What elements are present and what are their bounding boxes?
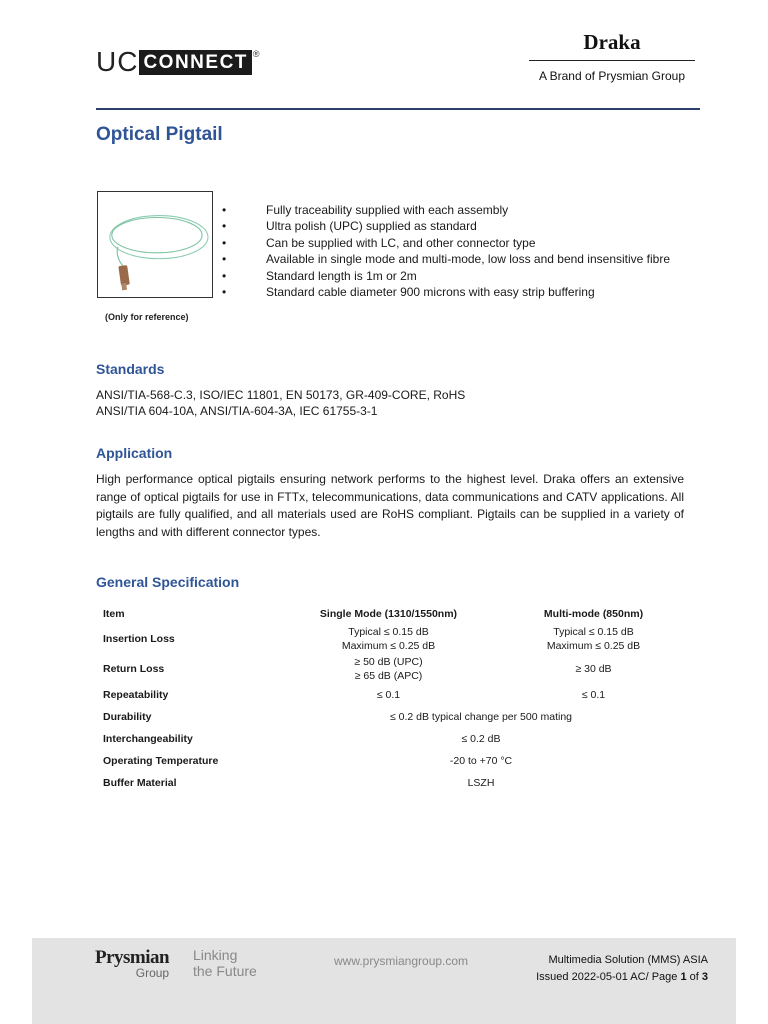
table-header-row xyxy=(96,604,686,624)
feature-text: Available in single mode and multi-mode, low loss and bend insensitive fibre xyxy=(266,252,671,267)
bullet-icon: • xyxy=(222,285,227,300)
cell-line: Typical ≤ 0.15 dB xyxy=(348,626,429,638)
row-label: Return Loss xyxy=(103,663,165,675)
row-label: Operating Temperature xyxy=(103,755,219,767)
cell-single-mode xyxy=(276,624,501,654)
bullet-icon: • xyxy=(222,219,227,234)
bullet-icon: • xyxy=(222,235,227,250)
page-total: 3 xyxy=(701,971,708,983)
ucconnect-logo xyxy=(96,47,260,77)
cell-single-mode: ≤ 0.1 xyxy=(376,689,401,701)
row-label: Interchangeability xyxy=(103,733,193,745)
draka-brand xyxy=(529,30,695,83)
page-footer xyxy=(32,938,736,1024)
standards-line: ANSI/TIA 604-10A, ANSI/TIA-604-3A, IEC 61755-3-1 xyxy=(96,404,378,418)
spec-heading: General Specification xyxy=(96,574,240,590)
list-item xyxy=(218,202,670,218)
logo-connect-text: CONNECT xyxy=(139,50,251,75)
tagline-line: Linking xyxy=(193,947,238,963)
list-item xyxy=(218,268,670,284)
row-label: Insertion Loss xyxy=(103,633,175,645)
table-row xyxy=(96,728,686,750)
issue-line xyxy=(536,969,708,986)
col-header-single-mode: Single Mode (1310/1550nm) xyxy=(319,608,458,620)
website-link[interactable]: www.prysmiangroup.com xyxy=(334,954,469,968)
prysmian-logo xyxy=(95,948,169,980)
col-header-multi-mode: Multi-mode (850nm) xyxy=(543,608,644,620)
bullet-icon: • xyxy=(222,203,227,217)
cell-combined: -20 to +70 °C xyxy=(449,755,513,767)
standards-heading: Standards xyxy=(96,361,165,377)
feature-text: Standard length is 1m or 2m xyxy=(266,268,417,283)
cell-multi-mode xyxy=(501,624,686,654)
row-label: Durability xyxy=(103,711,152,723)
table-row xyxy=(96,750,686,772)
header-divider xyxy=(96,108,700,110)
page-title: Optical Pigtail xyxy=(96,124,223,145)
cell-line: Maximum ≤ 0.25 dB xyxy=(341,640,436,652)
cell-combined: LSZH xyxy=(467,777,495,789)
list-item xyxy=(218,284,670,300)
table-row xyxy=(96,684,686,706)
feature-list xyxy=(218,202,670,300)
feature-text: Can be supplied with LC, and other connector type xyxy=(266,235,536,250)
feature-text: Fully traceability supplied with each assembly xyxy=(266,203,509,217)
cell-line: Maximum ≤ 0.25 dB xyxy=(546,640,641,652)
row-label: Repeatability xyxy=(103,689,169,701)
feature-text: Standard cable diameter 900 microns with easy strip buffering xyxy=(266,285,595,300)
page-of: of xyxy=(686,971,702,983)
list-item xyxy=(218,235,670,251)
tagline-line: the Future xyxy=(193,963,257,979)
list-item xyxy=(218,251,670,267)
cell-line: Typical ≤ 0.15 dB xyxy=(553,626,634,638)
tagline xyxy=(193,947,257,979)
cell-line: ≥ 65 dB (APC) xyxy=(354,670,423,682)
cell-combined: ≤ 0.2 dB xyxy=(461,733,501,745)
fiber-pigtail-illustration xyxy=(98,192,212,297)
document-info xyxy=(536,952,708,986)
registered-mark: ® xyxy=(252,49,260,59)
spec-table xyxy=(96,604,686,794)
division-name: Multimedia Solution (MMS) ASIA xyxy=(548,954,708,966)
application-paragraph: High performance optical pigtails ensuring network performs to the highest level. Draka offers an extensive range of optical pigtails for use in FTTx, telecommunications, data communications and CATV applications. All pigtails are fully qualified, and all materials used are RoHS compliant. Pigtails can be supplied in a variety of lengths and with different connector types. xyxy=(96,472,684,539)
table-row xyxy=(96,706,686,728)
brand-line: A Brand of Prysmian Group xyxy=(538,69,686,83)
feature-text: Ultra polish (UPC) supplied as standard xyxy=(266,219,477,234)
cell-single-mode xyxy=(276,654,501,684)
image-reference-note: (Only for reference) xyxy=(105,312,189,322)
prysmian-wordmark: Prysmian xyxy=(95,947,170,968)
product-image xyxy=(97,191,213,298)
cell-multi-mode: ≥ 30 dB xyxy=(575,663,612,675)
list-item xyxy=(218,218,670,234)
page-number: 1 xyxy=(680,971,687,983)
draka-logo-text: Draka xyxy=(529,30,695,61)
standards-line: ANSI/TIA-568-C.3, ISO/IEC 11801, EN 50173, GR-409-CORE, RoHS xyxy=(96,388,466,402)
cell-multi-mode: ≤ 0.1 xyxy=(581,689,606,701)
row-label: Buffer Material xyxy=(103,777,177,789)
logo-uc-text: UC xyxy=(96,46,139,77)
table-row xyxy=(96,654,686,684)
table-row xyxy=(96,772,686,794)
standards-text xyxy=(96,387,465,419)
group-wordmark: Group xyxy=(135,966,170,980)
bullet-icon: • xyxy=(222,252,227,267)
application-heading: Application xyxy=(96,445,173,461)
bullet-icon: • xyxy=(222,268,227,283)
issue-prefix: Issued 2022-05-01 AC/ Page xyxy=(536,971,681,983)
table-row xyxy=(96,624,686,654)
col-header-item: Item xyxy=(103,608,125,620)
cell-line: ≥ 50 dB (UPC) xyxy=(354,656,423,668)
cell-combined: ≤ 0.2 dB typical change per 500 mating xyxy=(389,711,573,723)
